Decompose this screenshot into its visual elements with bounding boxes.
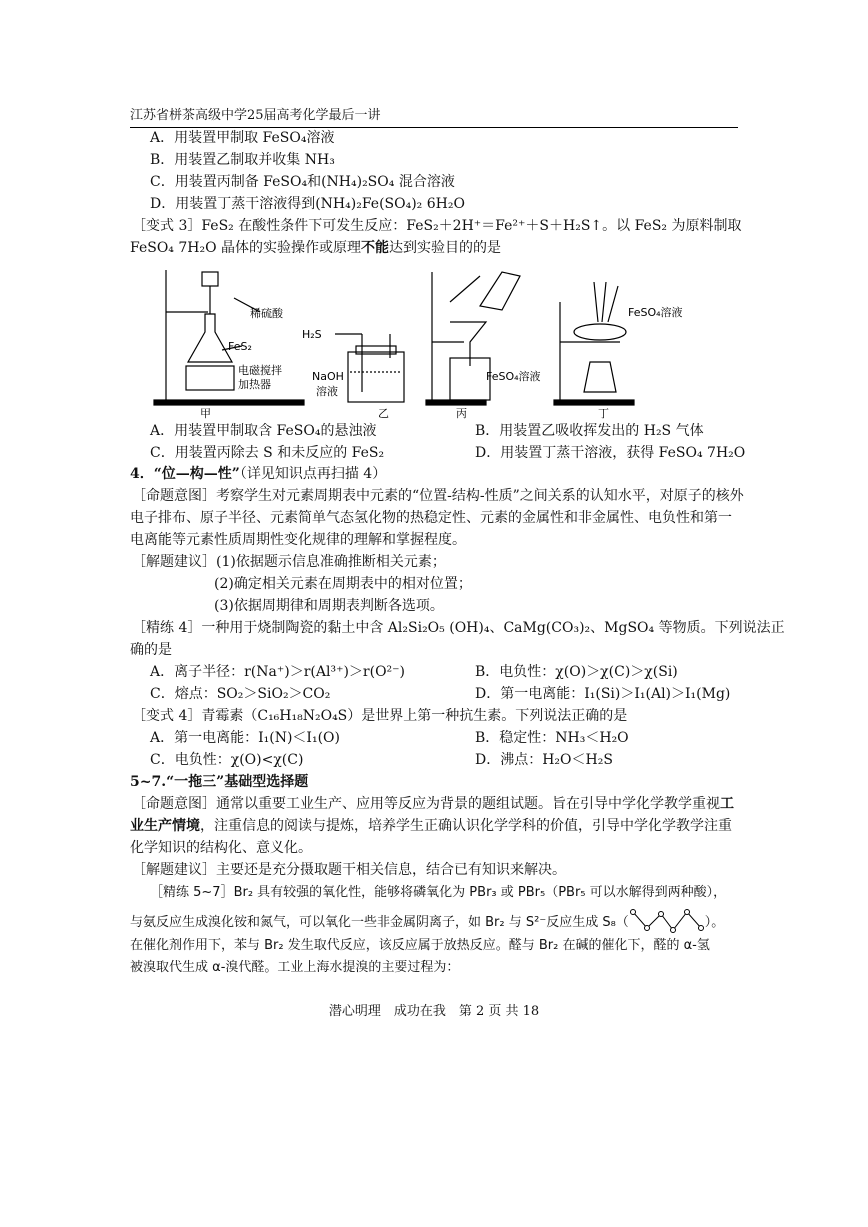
section4-advice-1: ［解题建议］(1)依据题示信息准确推断相关元素；: [132, 554, 446, 570]
practice57-line-2b: ）。: [704, 915, 725, 930]
variant3-stem-2b: 达到实验目的的是: [389, 240, 502, 256]
practice57-line-1: ［精练 5~7］Br₂ 具有较强的氧化性，能够将磷氧化为 PBr₃ 或 PBr₅（PBr₅ 可以水解得到两种酸），: [150, 885, 727, 900]
label-stirrer-2: 加热器: [238, 378, 271, 391]
variant3-option-c: C．用装置丙除去 S 和未反应的 FeS₂: [150, 445, 385, 461]
option-d-prev: D．用装置丁蒸干溶液得到(NH₄)₂Fe(SO₄)₂ 6H₂O: [150, 196, 465, 212]
label-naoh-1: NaOH: [312, 370, 344, 383]
label-fes2: FeS₂: [228, 340, 252, 353]
practice4-option-d: D．第一电离能：I₁(Si)＞I₁(Al)＞I₁(Mg): [475, 686, 731, 702]
section57-intent-1: [132, 794, 734, 814]
variant4-option-b: B．稳定性：NH₃＜H₂O: [475, 730, 629, 746]
label-feso4-c: FeSO₄溶液: [486, 370, 541, 383]
practice4-option-b: B．电负性：χ(O)＞χ(C)＞χ(Si): [475, 664, 678, 680]
label-ding: 丁: [598, 407, 609, 420]
variant3-stem-1: ［变式 3］FeS₂ 在酸性条件下可发生反应：FeS₂＋2H⁺＝Fe²⁺＋S＋H₂S↑。以 FeS₂ 为原料制取: [132, 218, 742, 234]
option-a-prev: A．用装置甲制取 FeSO₄溶液: [150, 130, 335, 146]
label-yi: 乙: [378, 407, 389, 420]
label-stirrer-1: 电磁搅拌: [238, 364, 282, 377]
practice57-line-3: 在催化剂作用下，苯与 Br₂ 发生取代反应，该反应属于放热反应。醛与 Br₂ 在碱的催化下，醛的 α-氢: [130, 938, 710, 953]
section4-advice-3: (3)依据周期律和周期表判断各选项。: [214, 598, 444, 614]
section4-note: （详见知识点再扫描 4）: [239, 466, 387, 482]
practice57-line-2a: 与氨反应生成溴化铵和氮气，可以氧化一些非金属阴离子，如 Br₂ 与 S²⁻反应生成 S₈（: [130, 915, 629, 930]
variant3-stem-2: [130, 238, 501, 258]
variant4-option-d: D．沸点：H₂O＜H₂S: [475, 752, 613, 768]
practice57-line-2: [130, 908, 724, 934]
variant3-option-b: B．用装置乙吸收挥发出的 H₂S 气体: [475, 423, 704, 439]
section57-intent-2-bold: 业生产情境: [130, 818, 200, 834]
variant3-emphasis: 不能: [361, 240, 390, 256]
page-footer: 潜心明理 成功在我 第 2 页 共 18: [328, 1004, 540, 1019]
section57-intent-1a: ［命题意图］通常以重要工业生产、应用等反应为背景的题组试题。旨在引导中学化学教学重视: [132, 796, 720, 812]
section4-heading: [130, 464, 386, 484]
section57-intent-3: 化学知识的结构化、意义化。: [130, 840, 312, 856]
apparatus-figure: [150, 262, 740, 422]
section4-intent-3: 电离能等元素性质周期性变化规律的理解和掌握程度。: [130, 532, 466, 548]
section57-intent-1-bold: 工: [720, 796, 734, 812]
variant4-option-a: A．第一电离能：I₁(N)＜I₁(O): [150, 730, 340, 746]
page-header: 江苏省栟茶高级中学25届高考化学最后一讲: [130, 105, 738, 128]
apparatus-yi: [335, 334, 404, 402]
section57-title: 5~7.“一拖三”基础型选择题: [130, 774, 309, 790]
section4-advice-2: (2)确定相关元素在周期表中的相对位置；: [214, 576, 472, 592]
label-h2s: H₂S: [302, 328, 322, 341]
variant4-stem: ［变式 4］青霉素（C₁₆H₁₈N₂O₄S）是世界上第一种抗生素。下列说法正确的是: [132, 708, 628, 724]
label-acid: 稀硫酸: [250, 307, 283, 320]
option-c-prev: C．用装置丙制备 FeSO₄和(NH₄)₂SO₄ 混合溶液: [150, 174, 455, 190]
section57-intent-2: [130, 816, 732, 836]
label-feso4-d: FeSO₄溶液: [628, 306, 683, 319]
apparatus-ding: [554, 282, 634, 405]
variant3-option-d: D．用装置丁蒸干溶液，获得 FeSO₄ 7H₂O: [475, 445, 746, 461]
label-bing: 丙: [456, 407, 467, 420]
practice4-option-a: A．离子半径：r(Na⁺)＞r(Al³⁺)＞r(O²⁻): [150, 664, 406, 680]
section57-advice: ［解题建议］主要还是充分摄取题干相关信息，结合已有知识来解决。: [132, 862, 566, 878]
practice4-option-c: C．熔点：SO₂＞SiO₂＞CO₂: [150, 686, 331, 702]
apparatus-bing: [426, 272, 520, 405]
section4-intent-1: ［命题意图］考察学生对元素周期表中元素的“位置-结构-性质”之间关系的认知水平，对原子的核外: [132, 488, 744, 504]
practice57-line-4: 被溴取代生成 α-溴代醛。工业上海水提溴的主要过程为：: [130, 960, 460, 975]
section4-title: 4．“位—构—性”: [130, 466, 240, 482]
variant3-stem-2a: FeSO₄ 7H₂O 晶体的实验操作或原理: [130, 240, 362, 256]
practice4-stem-2: 确的是: [130, 642, 172, 658]
variant3-option-a: A．用装置甲制取含 FeSO₄的悬浊液: [150, 423, 377, 439]
practice4-stem-1: ［精练 4］一种用于烧制陶瓷的黏土中含 Al₂Si₂O₅ (OH)₄、CaMg(CO₃)₂、MgSO₄ 等物质。下列说法正: [132, 620, 785, 636]
variant4-option-c: C．电负性：χ(O)<χ(C): [150, 752, 304, 768]
apparatus-jia: [154, 270, 304, 405]
s8-ring-structure: [629, 908, 705, 934]
section4-intent-2: 电子排布、原子半径、元素简单气态氢化物的热稳定性、元素的金属性和非金属性、电负性和第一: [130, 510, 732, 526]
label-naoh-2: 溶液: [316, 385, 338, 398]
section57-intent-2b: ，注重信息的阅读与提炼，培养学生正确认识化学学科的价值，引导中学化学教学注重: [200, 818, 732, 834]
option-b-prev: B．用装置乙制取并收集 NH₃: [150, 152, 335, 168]
label-jia: 甲: [200, 407, 211, 420]
